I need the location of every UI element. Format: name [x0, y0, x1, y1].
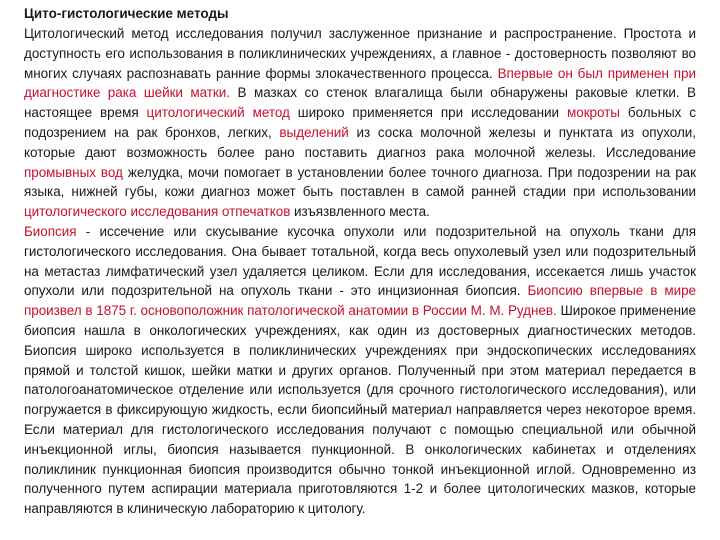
document-title: Цито-гистологические методы: [24, 6, 229, 21]
text-run: из соска молочной железы и пунктата из опухоли, которые дают возможность более рано поставить диагноз рака молочной железы. Исследование: [24, 124, 696, 160]
highlighted-text: цитологического исследования отпечатков: [24, 204, 291, 220]
highlighted-text: цитологический метод: [146, 105, 290, 121]
text-run: широко применяется при исследовании: [289, 105, 567, 121]
text-run: В мазках со стенок влагалища были обнаружены раковые клетки. В настоящее время: [24, 85, 696, 121]
paragraph-cytology: [24, 24, 696, 222]
text-run: желудка, мочи помогает в установлении более точного диагноза. При подозрении на рак языка, нижней губы, кожи диагноз может быть поставлен в самой ранней стадии при использовании: [24, 164, 696, 200]
highlighted-text: промывных вод: [24, 164, 123, 180]
highlighted-text: мокроты: [567, 105, 620, 121]
text-run: Цитологический метод исследования получил заслуженное признание и распространение. Простота и доступность его использования в поликлинических учреждениях, а главное - достоверность позволяют во многих случаях распознавать ранние формы злокачественного процесса.: [24, 26, 696, 81]
highlighted-text: Биопсию впервые в мире произвел в 1875 г. основоположник патологической анатомии в России М. М. Руднев.: [24, 283, 696, 319]
text-run: больных с подозрением на рак бронхов, легких,: [24, 105, 696, 140]
highlighted-text: Биопсия: [24, 223, 77, 239]
highlighted-text: Впервые он был применен при диагностике рака шейки матки.: [24, 65, 696, 101]
paragraph-biopsy: [24, 222, 696, 519]
text-run: - иссечение или скусывание кусочка опухоли или подозрительной на опухоль ткани для гистологического исследования. Она бывает тотальной, когда весь опухолевый узел или подозрительный на метастаз лимфатический узел удаляется целиком. Если для исследования, иссекается лишь участок опухоли или подозрительной на опухоль ткани - это инцизионная биопсия.: [24, 223, 696, 299]
text-run: изъязвленного места.: [290, 204, 430, 220]
highlighted-text: выделений: [279, 124, 349, 140]
text-run: Широкое применение биопсия нашла в онкологических учреждениях, как один из достоверных диагностических методов. Биопсия широко используется в поликлинических учреждениях при эндоскопических исследованиях прямой и толстой кишок, шейки матки и других органов. Полученный при этом материал передается в патологоанатомическое отделение или используется (для срочного гистологического исследования), или погружается в фиксирующую жидкость, если биопсийный материал направляется через некоторое время. Если материал для гистологического исследования получают с помощью специальной или обычной инъекционной иглы, биопсия называется пункционной. В онкологических кабинетах и отделениях поликлиник пункционная биопсия производится обычно тонкой инъекционной иглой. Одновременно из полученного путем аспирации материала приготовляются 1-2 и более цитологических мазков, которые направляются в клиническую лабораторию к цитологу.: [24, 303, 696, 517]
